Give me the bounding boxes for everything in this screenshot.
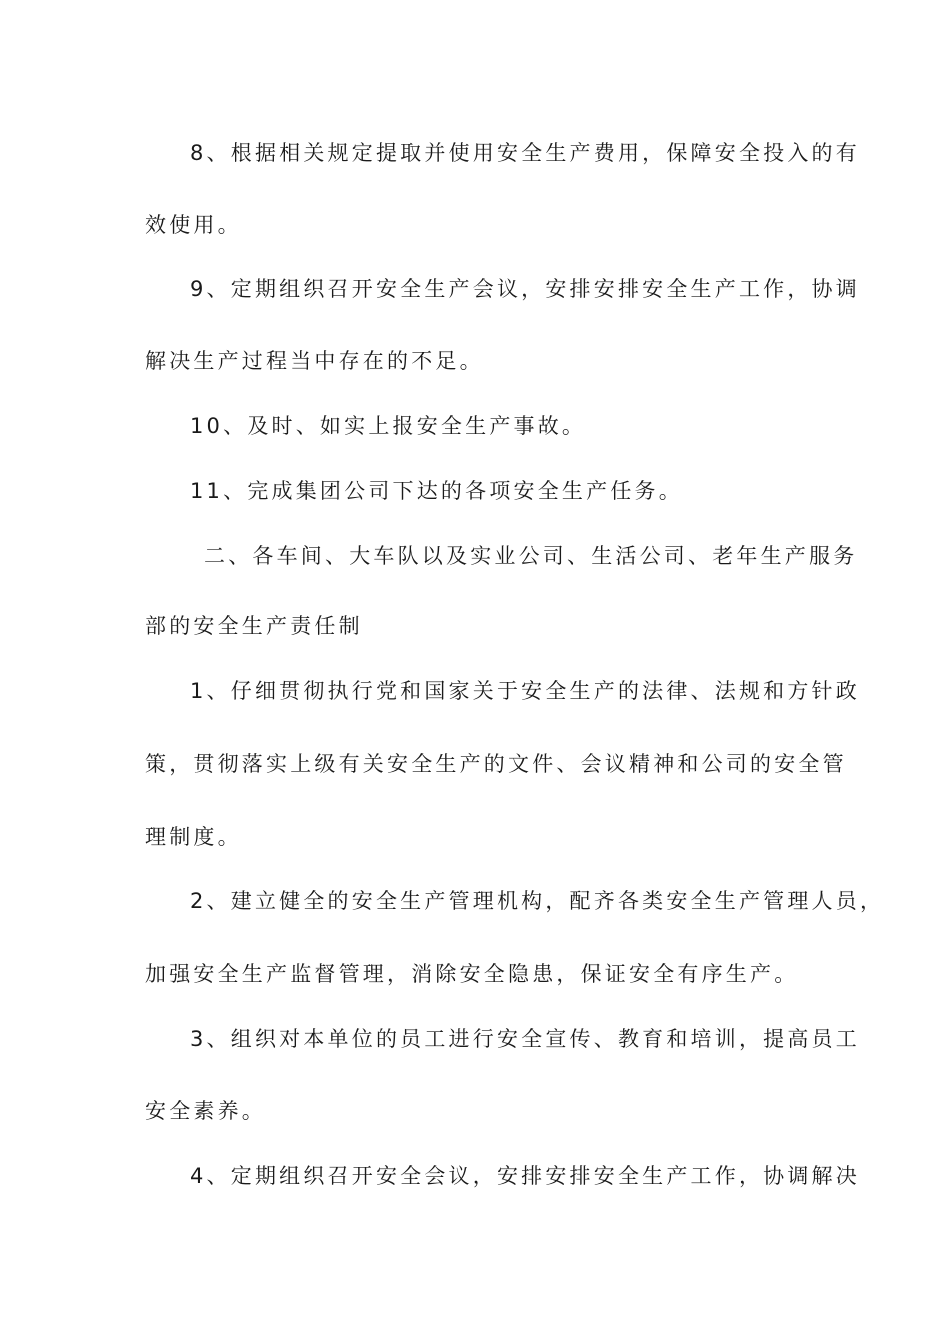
paragraph-9-line-1: 9、定期组织召开安全生产会议，安排安排安全生产工作，协调 [190,277,860,301]
section-heading-line-2: 部的安全生产责任制 [145,614,363,638]
paragraph-11: 11、完成集团公司下达的各项安全生产任务。 [190,479,683,503]
item-2-line-2: 加强安全生产监督管理，消除安全隐患，保证安全有序生产。 [145,962,799,986]
item-4-line-1: 4、定期组织召开安全会议，安排安排安全生产工作，协调解决 [190,1164,860,1188]
section-heading-line-1: 二、各车间、大车队以及实业公司、生活公司、老年生产服务 [204,544,858,568]
paragraph-9-line-2: 解决生产过程当中存在的不足。 [145,349,484,373]
paragraph-8-line-1: 8、根据相关规定提取并使用安全生产费用，保障安全投入的有 [190,141,860,165]
item-1-line-2: 策，贯彻落实上级有关安全生产的文件、会议精神和公司的安全管 [145,752,847,776]
paragraph-8-line-2: 效使用。 [145,213,242,237]
item-2-line-1: 2、建立健全的安全生产管理机构，配齐各类安全生产管理人员， [190,889,885,913]
paragraph-10: 10、及时、如实上报安全生产事故。 [190,414,587,438]
item-3-line-1: 3、组织对本单位的员工进行安全宣传、教育和培训，提高员工 [190,1027,860,1051]
item-3-line-2: 安全素养。 [145,1099,266,1123]
item-1-line-3: 理制度。 [145,825,242,849]
item-1-line-1: 1、仔细贯彻执行党和国家关于安全生产的法律、法规和方针政 [190,679,860,703]
